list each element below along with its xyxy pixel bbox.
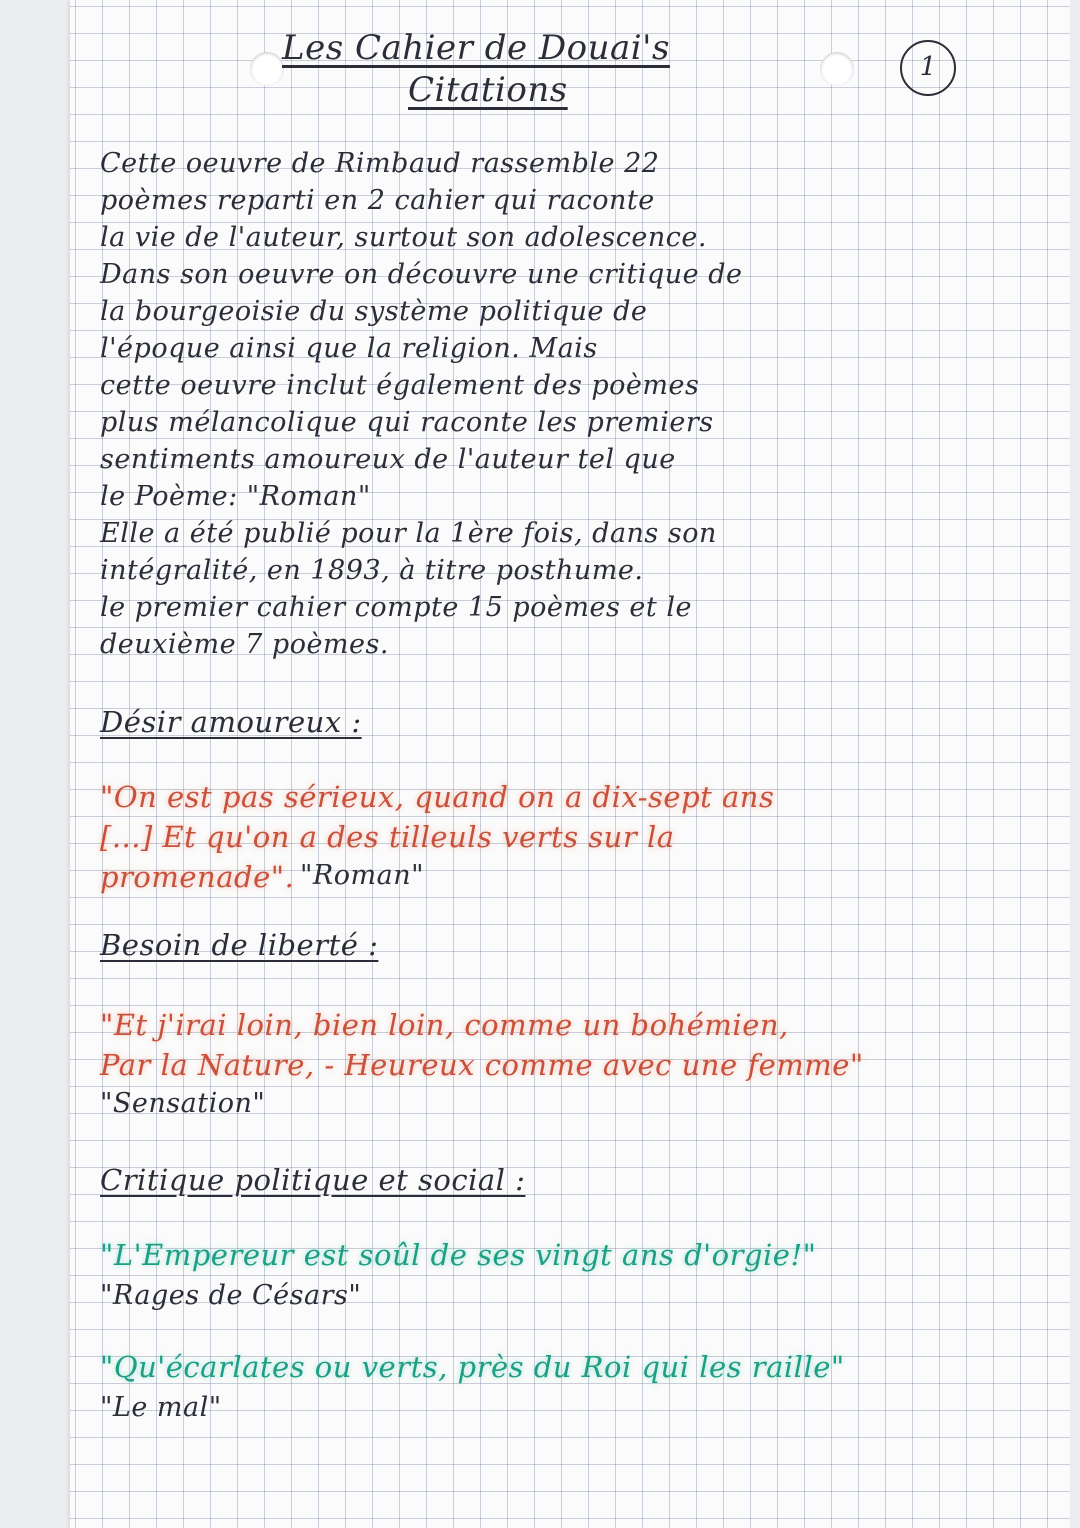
intro-line: le premier cahier compte 15 poèmes et le [100,592,692,623]
quote-source: "Roman" [300,860,425,891]
intro-line: cette oeuvre inclut également des poèmes [100,370,700,401]
intro-line: l'époque ainsi que la religion. Mais [100,333,598,364]
quote-line: "On est pas sérieux, quand on a dix-sept ans [100,780,775,814]
intro-line: intégralité, en 1893, à titre posthume. [100,555,644,586]
binder-hole [820,52,854,86]
section-heading: Critique politique et social : [100,1163,526,1197]
quote-line: "L'Empereur est soûl de ses vingt ans d'orgie!" [100,1238,817,1272]
intro-line: le Poème: "Roman" [100,481,371,512]
intro-line: la bourgeoisie du système politique de [100,296,648,327]
intro-line: Dans son oeuvre on découvre une critique de [100,259,743,290]
intro-line: Elle a été publié pour la 1ère fois, dans son [100,518,717,549]
quote-line: "Qu'écarlates ou verts, près du Roi qui les raille" [100,1350,845,1384]
section-heading: Désir amoureux : [100,705,362,739]
binder-hole [250,52,284,86]
intro-line: sentiments amoureux de l'auteur tel que [100,444,676,475]
quote-source: "Rages de Césars" [100,1280,362,1311]
intro-line: poèmes reparti en 2 cahier qui raconte [100,185,655,216]
intro-line: plus mélancolique qui raconte les premiers [100,407,714,438]
intro-line: Cette oeuvre de Rimbaud rassemble 22 [100,148,660,179]
section-heading: Besoin de liberté : [100,928,379,962]
quote-line: promenade". [100,860,295,894]
page-title: Les Cahier de Douai's [282,28,670,68]
intro-line: la vie de l'auteur, surtout son adolescence. [100,222,707,253]
quote-source: "Le mal" [100,1392,222,1423]
page-number: 1 [900,40,956,96]
quote-source: "Sensation" [100,1088,266,1119]
quote-line: Par la Nature, - Heureux comme avec une femme" [100,1048,864,1082]
quote-line: "Et j'irai loin, bien loin, comme un bohémien, [100,1008,789,1042]
page-subtitle: Citations [408,70,568,110]
intro-line: deuxième 7 poèmes. [100,629,389,660]
quote-line: [...] Et qu'on a des tilleuls verts sur la [100,820,675,854]
